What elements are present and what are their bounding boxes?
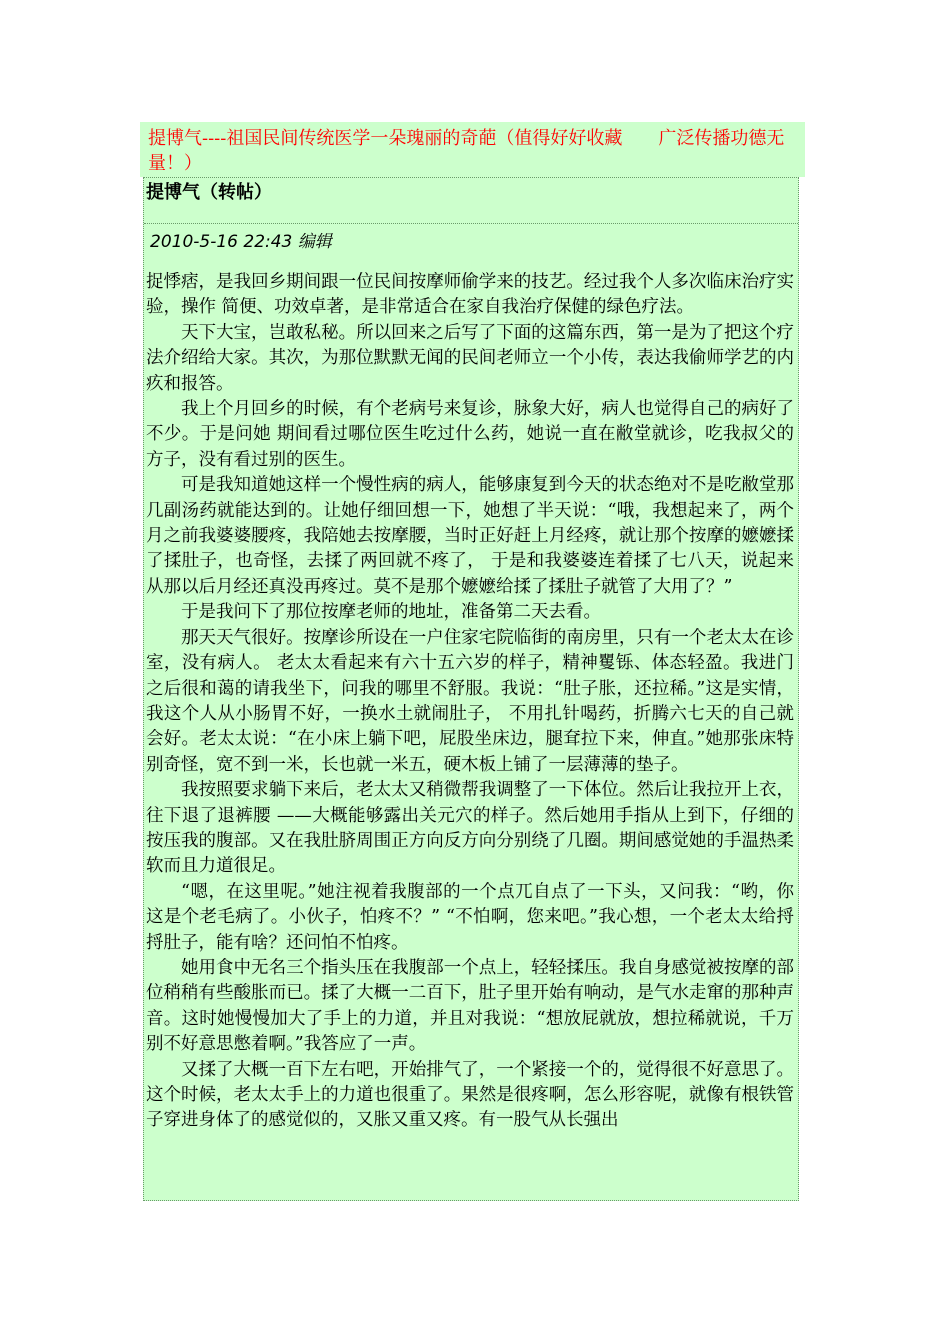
post-body bbox=[144, 270, 798, 1134]
post-edit-timestamp: 2010-5-16 22:43 编辑 bbox=[150, 232, 332, 252]
paragraph: 捉悸痞，是我回乡期间跟一位民间按摩师偷学来的技艺。经过我个人多次临床治疗实验，操作 简便、功效卓著，是非常适合在家自我治疗保健的绿色疗法。 bbox=[146, 272, 794, 318]
paragraph: 我按照要求躺下来后，老太太又稍微帮我调整了一下体位。然后让我拉开上衣，往下退了退裤腰 ——大概能够露出关元穴的样子。然后她用手指从上到下，仔细的按压我的腹部。又在我肚脐周围正方向反方向分别绕了几圈。期间感觉她的手温热柔软而且力道很足。 bbox=[146, 780, 794, 877]
paragraph: 于是我问下了那位按摩老师的地址，准备第二天去看。 bbox=[181, 602, 601, 623]
post-box bbox=[143, 177, 799, 1201]
paragraph: 我上个月回乡的时候，有个老病号来复诊，脉象大好，病人也觉得自己的病好了不少。于是问她 期间看过哪位医生吃过什么药，她说一直在敝堂就诊，吃我叔父的方子，没有看过别的医生。 bbox=[146, 399, 794, 470]
document-title: 提博气----祖国民间传统医学一朵瑰丽的奇葩（值得好好收藏 广泛传播功德无量！） bbox=[140, 122, 805, 177]
paragraph: 那天天气很好。按摩诊所设在一户住家宅院临街的南房里，只有一个老太太在诊室，没有病人。 老太太看起来有六十五六岁的样子，精神矍铄、体态轻盈。我进门之后很和蔼的请我坐下，问我的哪里不舒服。我说：“肚子胀，还拉稀。”这是实情，我这个人从小肠胃不好，一换水土就闹肚子， 不用扎针喝药，折腾六七天的自己就会好。老太太说：“在小床上躺下吧，屁股坐床边，腿耷拉下来，伸直。”她那张床特别奇怪，宽不到一米，长也就一米五，硬木板上铺了一层薄薄的垫子。 bbox=[146, 627, 794, 775]
document-page bbox=[143, 122, 805, 1201]
paragraph: “嗯，在这里呢。”她注视着我腹部的一个点兀自点了一下头，又问我：“哟，你这是个老毛病了。小伙子，怕疼不？” “不怕啊，您来吧。”我心想，一个老太太给捋捋肚子，能有啥？还问怕不怕疼。 bbox=[146, 881, 794, 953]
paragraph: 天下大宝，岂敢私秘。所以回来之后写了下面的这篇东西，第一是为了把这个疗法介绍给大家。其次，为那位默默无闻的民间老师立一个小传，表达我偷师学艺的内疚和报答。 bbox=[146, 322, 794, 394]
paragraph: 她用食中无名三个指头压在我腹部一个点上，轻轻揉压。我自身感觉被按摩的部位稍稍有些酸胀而已。揉了大概一二百下，肚子里开始有响动，是气水走窜的那种声音。这时她慢慢加大了手上的力道，并且对我说：“想放屁就放，想拉稀就说，千万别不好意思憋着啊。”我答应了一声。 bbox=[146, 957, 794, 1055]
post-subtitle: 提博气（转帖） bbox=[144, 178, 798, 224]
paragraph: 又揉了大概一百下左右吧，开始排气了，一个紧接一个的，觉得很不好意思了。这个时候，老太太手上的力道也很重了。果然是很疼啊，怎么形容呢，就像有根铁管子穿进身体了的感觉似的，又胀又重又疼。有一股气从长强出 bbox=[146, 1059, 794, 1131]
paragraph: 可是我知道她这样一个慢性病的病人，能够康复到今天的状态绝对不是吃敝堂那几副汤药就能达到的。让她仔细回想一下，她想了半天说：“哦，我想起来了，两个月之前我婆婆腰疼，我陪她去按摩腰，当时正好赶上月经疼，就让那个按摩的嬷嬷揉了揉肚子，也奇怪，去揉了两回就不疼了， 于是和我婆婆连着揉了七八天，说起来从那以后月经还真没再疼过。莫不是那个嬷嬷给揉了揉肚子就管了大用了？” bbox=[146, 475, 794, 597]
